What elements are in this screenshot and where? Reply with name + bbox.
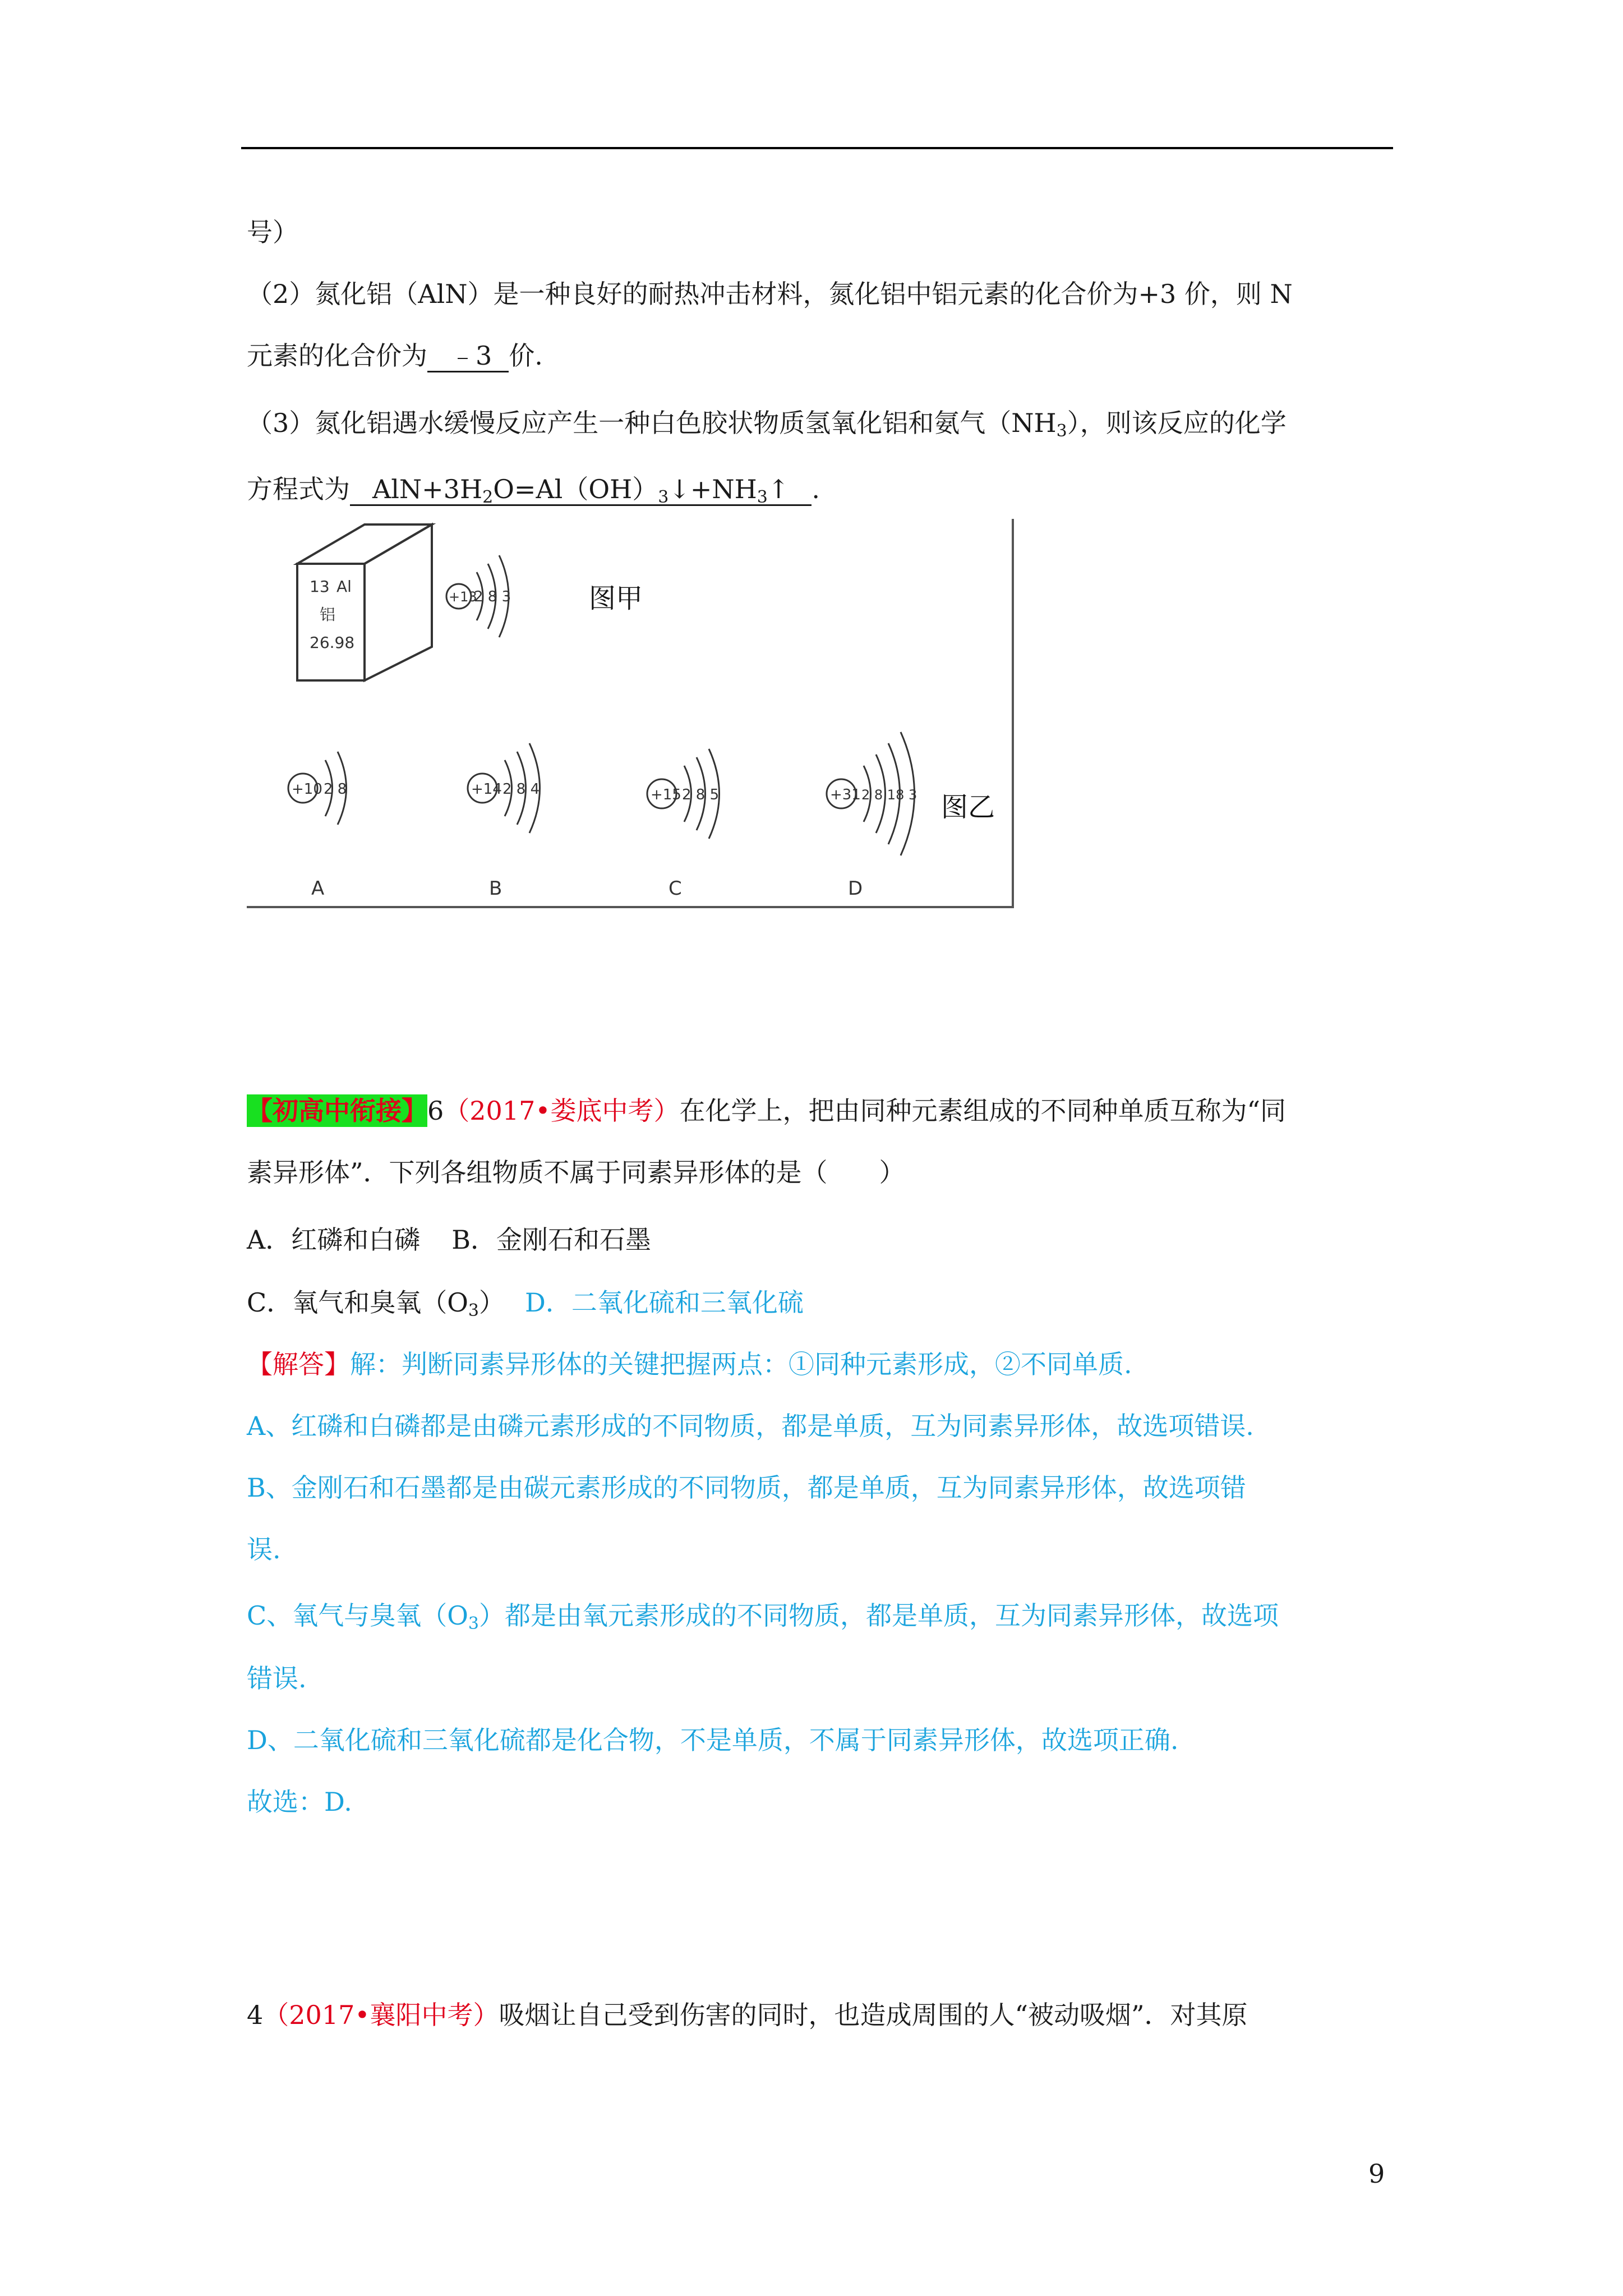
svg-text:+13: +13: [449, 589, 477, 605]
svg-text:2 8 4: 2 8 4: [502, 781, 540, 798]
svg-text:2 8 3: 2 8 3: [474, 588, 511, 605]
page-number: 9: [1368, 2159, 1385, 2189]
element-cell-aluminum: [297, 524, 432, 680]
q3-answer-equation: $AlN+3H_2O=Al(OH)_3↓+NH_3↑$: [350, 474, 811, 506]
atom-d: [827, 732, 995, 900]
transition-tag: 【初高中衔接】: [247, 1096, 427, 1126]
svg-text:+15: +15: [651, 786, 681, 803]
atom-label-a: A: [311, 877, 325, 900]
svg-text:2 8: 2 8: [324, 781, 347, 798]
svg-text:2 8 18 3: 2 8 18 3: [861, 787, 917, 803]
continuation-text: 号）: [247, 217, 298, 247]
solution-a: A、红磷和白磷都是由磷元素形成的不同物质，都是单质，互为同素异形体，故选项错误.: [247, 1411, 1254, 1441]
atom-b: [468, 743, 540, 900]
solution-intro: 【解答】解：判断同素异形体的关键把握两点：①同种元素形成，②不同单质.: [247, 1349, 1132, 1379]
solution-c-line1: C、氧气与臭氧$(O_3)$都是由氧元素形成的不同物质，都是单质，互为同素异形体，故选项: [247, 1600, 1279, 1634]
q6-text-line2: 素异形体”．下列各组物质不属于同素异形体的是（ ）: [247, 1157, 905, 1188]
q6-text-line1: 【初高中衔接】6（2017•娄底中考）在化学上，把由同种元素组成的不同种单质互称为“同: [247, 1096, 1287, 1126]
atomic-structure-figure: [247, 519, 1014, 908]
option-a: A．红磷和白磷: [247, 1225, 421, 1255]
q3-text-line2: 方程式为 $AlN+3H_2O=Al(OH)_3↓+NH_3↑$ .: [247, 474, 820, 507]
element-name: 铝: [320, 605, 336, 624]
atom-label-b: B: [489, 877, 502, 900]
caption-yi: 图乙: [941, 792, 995, 823]
question-number: 4: [247, 2000, 264, 2030]
option-d: D．二氧化硫和三氧化硫: [525, 1287, 804, 1318]
solution-b-line1: B、金刚石和石墨都是由碳元素形成的不同物质，都是单质，互为同素异形体，故选项错: [247, 1473, 1246, 1503]
question-source: （2017•襄阳中考）: [263, 2000, 499, 2030]
q6-options-ab: [247, 1223, 651, 1257]
solution-final: 故选：D.: [247, 1787, 352, 1817]
atom-c: [647, 749, 720, 900]
atom-a: [288, 752, 347, 900]
element-mass: 26.98: [310, 633, 355, 652]
svg-text:+10: +10: [292, 781, 322, 798]
svg-text:+31: +31: [830, 786, 861, 803]
q2-answer: ﹣3: [427, 341, 509, 372]
element-symbol: Al: [336, 577, 352, 596]
svg-text:+14: +14: [471, 781, 502, 798]
caption-jia: 图甲: [589, 583, 643, 614]
atom-label-d: D: [848, 877, 863, 900]
solution-c-line2: 错误.: [247, 1663, 307, 1694]
solution-d: D、二氧化硫和三氧化硫都是化合物，不是单质，不属于同素异形体，故选项正确.: [247, 1725, 1179, 1755]
q6-options-cd: [247, 1286, 804, 1319]
question-number: 6: [427, 1096, 444, 1126]
option-c: C．氧气和臭氧$(O_3)$: [247, 1287, 505, 1320]
question-source: （2017•娄底中考）: [444, 1096, 680, 1126]
q4-text: 4（2017•襄阳中考）吸烟让自己受到伤害的同时，也造成周围的人“被动吸烟”．对其原: [247, 2000, 1248, 2030]
q3-text-line1: （3）氮化铝遇水缓慢反应产生一种白色胶状物质氢氧化铝和氨气$(NH_3)$，则该反应的化学: [247, 408, 1287, 441]
element-number: 13: [310, 577, 330, 596]
header-rule: [241, 147, 1393, 149]
atom-label-c: C: [668, 877, 682, 900]
solution-b-line2: 误.: [247, 1534, 281, 1565]
svg-text:2 8 5: 2 8 5: [682, 786, 720, 803]
atom-jia: [446, 555, 643, 637]
q2-text-line2: 元素的化合价为 ﹣3 价.: [247, 339, 543, 372]
option-b: B．金刚石和石墨: [451, 1225, 652, 1255]
solution-label: 【解答】: [247, 1349, 350, 1379]
q2-text-line1: （2）氮化铝（AlN）是一种良好的耐热冲击材料，氮化铝中铝元素的化合价为+3 价，则 N: [247, 279, 1293, 309]
